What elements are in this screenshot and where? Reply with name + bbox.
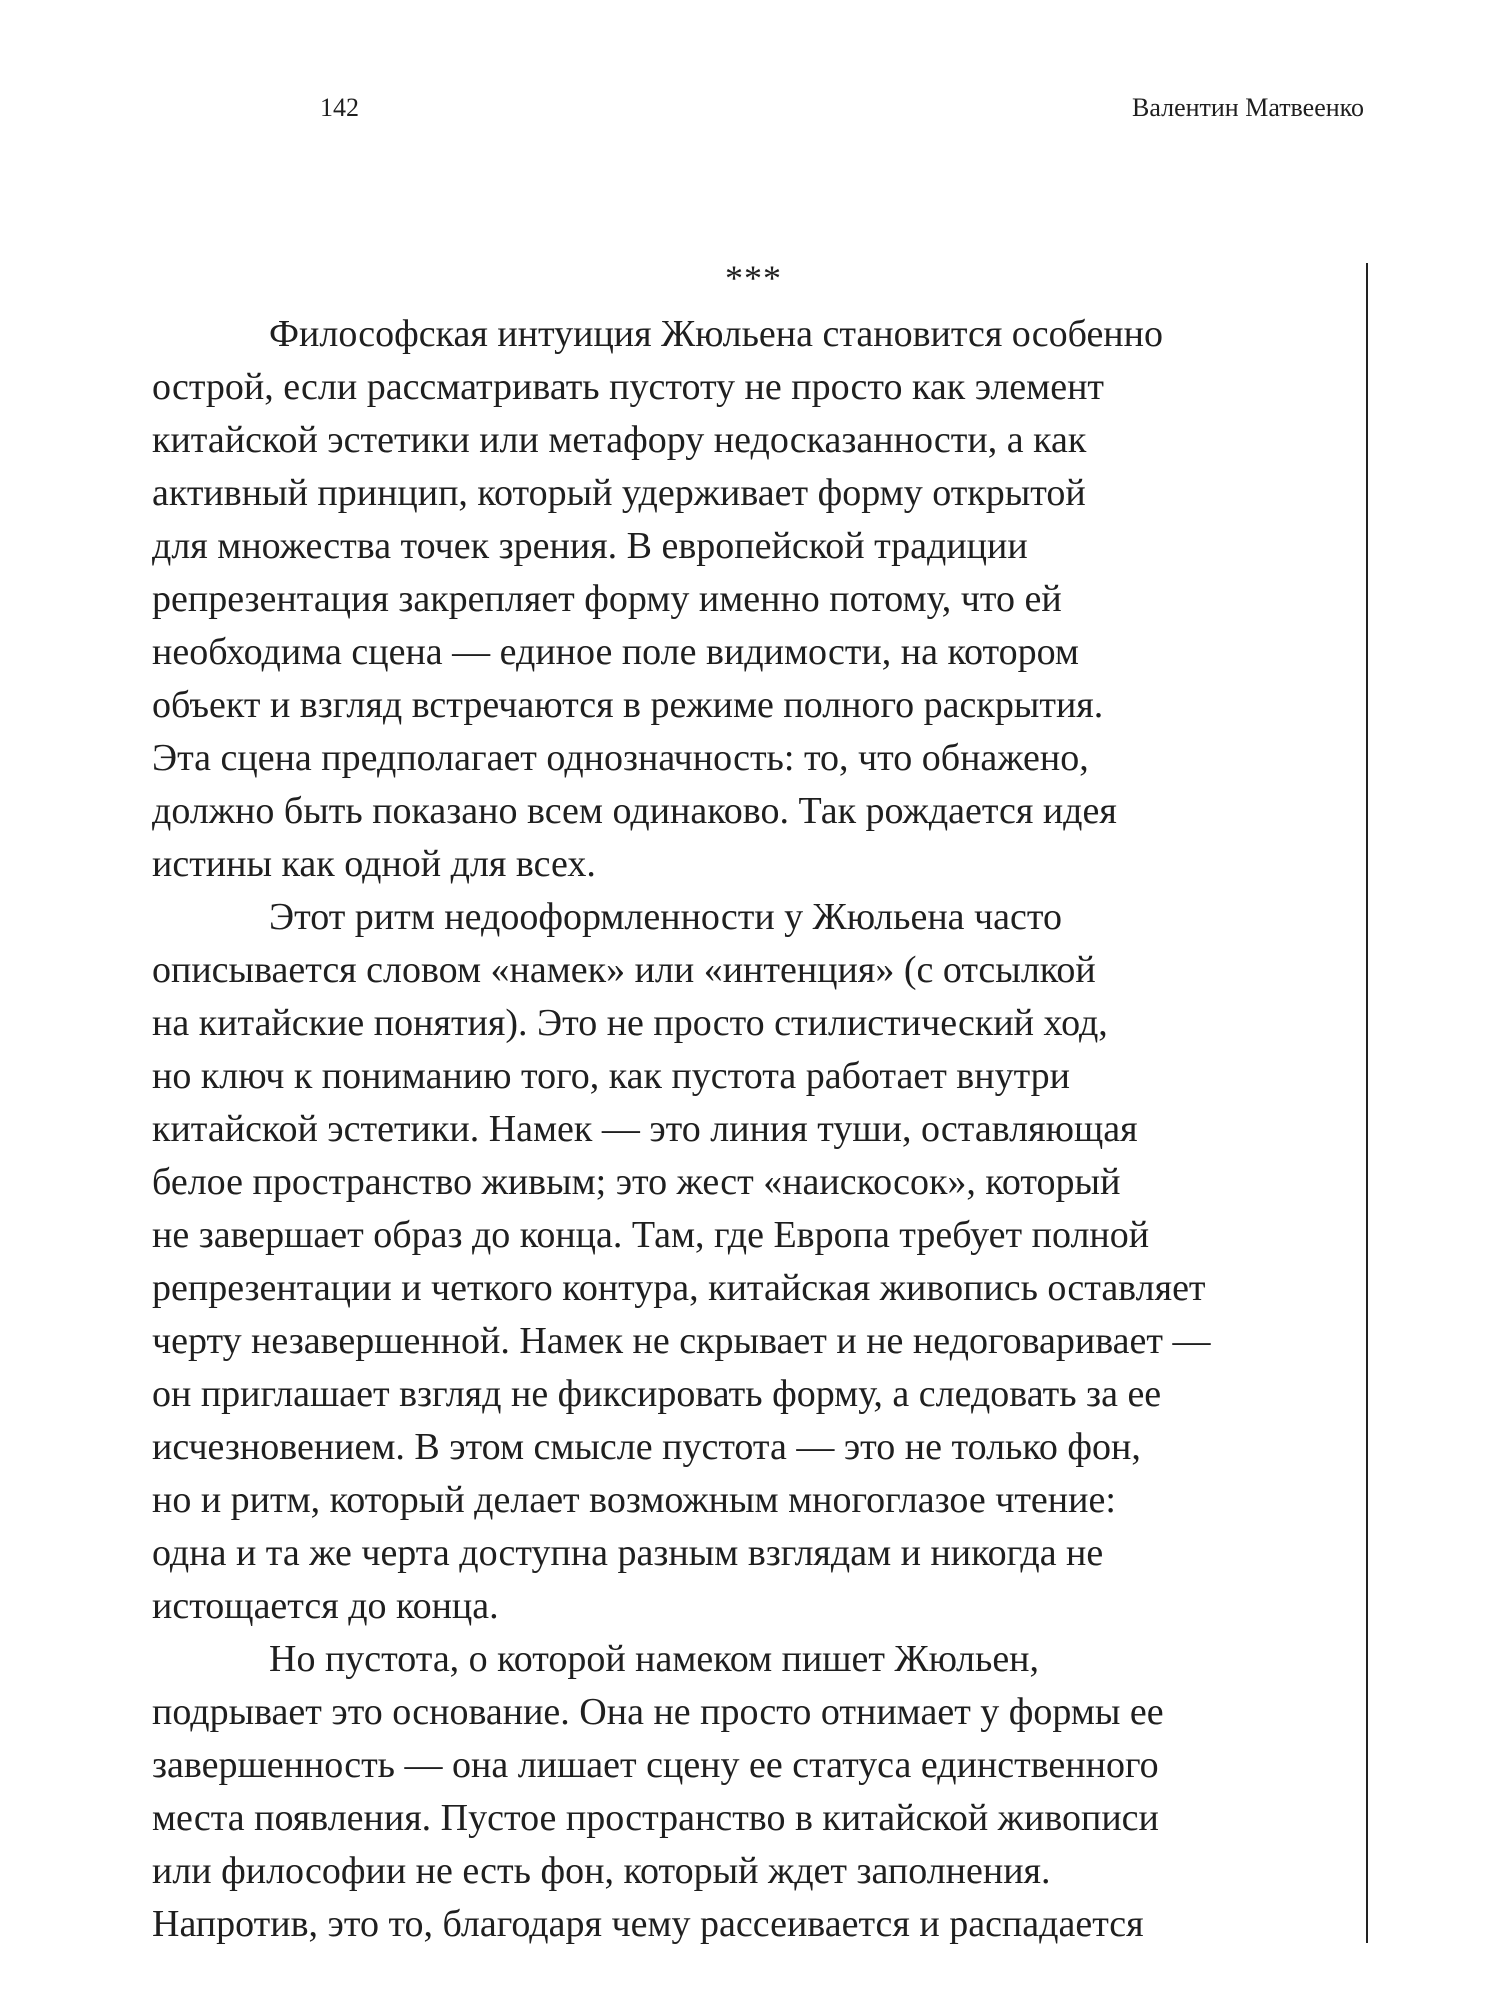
text-line: места появления. Пустое пространство в китайской живописи — [152, 1797, 1159, 1839]
text-line: на китайские понятия). Это не просто стилистический ход, — [152, 1002, 1108, 1044]
text-line: Этот ритм недооформленности у Жюльена часто — [269, 896, 1062, 938]
running-head-author: Валентин Матвеенко — [1131, 93, 1364, 122]
text-line: одна и та же черта доступна разным взглядам и никогда не — [152, 1532, 1104, 1574]
text-line: Но пустота, о которой намеком пишет Жюльен, — [269, 1638, 1040, 1680]
text-line: он приглашает взгляд не фиксировать форму, а следовать за ее — [152, 1373, 1162, 1415]
text-line: завершенность — она лишает сцену ее статуса единственного — [152, 1744, 1159, 1786]
section-separator: *** — [725, 258, 782, 298]
text-line: для множества точек зрения. В европейской традиции — [152, 525, 1028, 567]
text-line: Эта сцена предполагает однозначность: то, что обнажено, — [152, 737, 1089, 779]
text-line: но ключ к пониманию того, как пустота работает внутри — [152, 1055, 1070, 1097]
text-line: Напротив, это то, благодаря чему рассеивается и распадается — [152, 1903, 1144, 1945]
margin-rule — [1366, 263, 1368, 1943]
text-line: или философии не есть фон, который ждет заполнения. — [152, 1850, 1051, 1892]
text-line: репрезентация закрепляет форму именно потому, что ей — [152, 578, 1062, 620]
text-line: должно быть показано всем одинаково. Так рождается идея — [152, 790, 1117, 832]
text-line: китайской эстетики. Намек — это линия туши, оставляющая — [152, 1108, 1138, 1150]
text-line: истины как одной для всех. — [152, 843, 596, 885]
text-line: необходима сцена — единое поле видимости, на котором — [152, 631, 1079, 673]
text-line: но и ритм, который делает возможным многоглазое чтение: — [152, 1479, 1116, 1521]
text-line: репрезентации и четкого контура, китайская живопись оставляет — [152, 1267, 1206, 1309]
text-line: острой, если рассматривать пустоту не просто как элемент — [152, 366, 1105, 408]
text-line: объект и взгляд встречаются в режиме полного раскрытия. — [152, 684, 1104, 726]
text-line: Философская интуиция Жюльена становится особенно — [269, 313, 1163, 355]
text-line: белое пространство живым; это жест «наискосок», который — [152, 1161, 1121, 1203]
page-number: 142 — [320, 93, 359, 122]
text-line: описывается словом «намек» или «интенция» (с отсылкой — [152, 949, 1096, 991]
text-line: черту незавершенной. Намек не скрывает и не недоговаривает — — [152, 1320, 1211, 1362]
text-line: исчезновением. В этом смысле пустота — это не только фон, — [152, 1426, 1141, 1468]
text-line: подрывает это основание. Она не просто отнимает у формы ее — [152, 1691, 1164, 1733]
body-text — [152, 308, 1282, 1951]
text-line: активный принцип, который удерживает форму открытой — [152, 472, 1086, 514]
text-line: не завершает образ до конца. Там, где Европа требует полной — [152, 1214, 1150, 1256]
text-line: китайской эстетики или метафору недосказанности, а как — [152, 419, 1087, 461]
text-line: истощается до конца. — [152, 1585, 499, 1627]
